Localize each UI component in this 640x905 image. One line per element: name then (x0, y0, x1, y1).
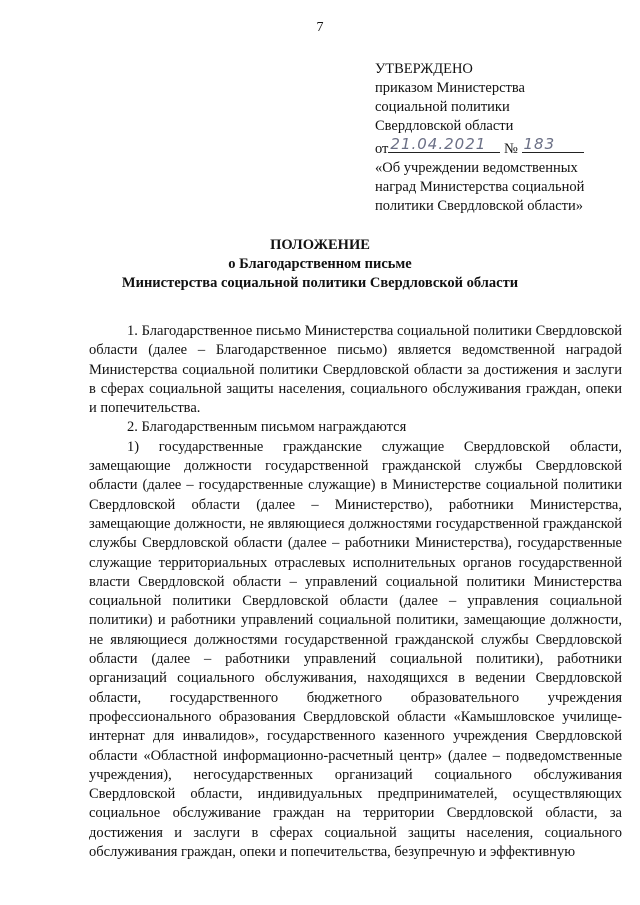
paragraph-3: 1) государственные гражданские служащие Свердловской области, замещающие должности государственной гражданской службы Свердловской области (далее – государственные служащие) в Министерстве социальной политики Свердловской области (далее – Министерство), работники Министерства, замещающие должности, не являющиеся должностями государственной гражданской службы Свердловской области (далее – работники Министерства), государственные служащие территориальных отраслевых исполнительных органов государственной власти Свердловской области – управлений социальной политики Министерства социальной политики Свердловской области (далее – управления социальной политики) и работники управлений социальной политики, замещающие должности, не являющиеся должностями государственной гражданской службы Свердловской области (далее – работники управлений социальной политики), работники организаций социального обслуживания, находящихся в ведении Свердловской области, государственного бюджетного образовательного учреждения профессионального образования Свердловской области «Камышловское училище-интернат для инвалидов», государственного казенного учреждения Свердловской области «Областной информационно-расчетный центр» (далее – подведомственные учреждения), негосударственных организаций социального обслуживания Свердловской области, индивидуальных предпринимателей, осуществляющих социальное обслуживание граждан на территории Свердловской области, за достижения и заслуги в сферах социальной защиты населения, социального обслуживания граждан, опеки и попечительства, безупречную и эффективную (89, 438, 622, 861)
date-prefix: от (375, 141, 389, 157)
approval-line-3: Свердловской области (375, 118, 514, 134)
paragraph-2: 2. Благодарственным письмом награждаются (127, 419, 407, 436)
approval-line-2: социальной политики (375, 99, 510, 115)
body-text (89, 322, 622, 862)
order-title-1: «Об учреждении ведомственных (375, 160, 578, 176)
date-field (388, 136, 500, 153)
approval-block (375, 60, 615, 216)
handwritten-date: 21.04.2021 (390, 135, 487, 153)
handwritten-number: 183 (523, 135, 556, 153)
approval-heading: УТВЕРЖДЕНО (375, 61, 473, 77)
approval-date-line (375, 136, 615, 159)
title-line-1: ПОЛОЖЕНИЕ (270, 237, 370, 253)
document-title (0, 236, 640, 293)
title-line-3: Министерства социальной политики Свердловской области (121, 275, 519, 291)
title-line-2: о Благодарственном письме (228, 256, 412, 272)
order-title-3: политики Свердловской области» (375, 198, 583, 214)
order-title-2: наград Министерства социальной (375, 179, 585, 195)
number-prefix: № (504, 141, 518, 157)
approval-line-1: приказом Министерства (375, 80, 525, 96)
paragraph-1: 1. Благодарственное письмо Министерства социальной политики Свердловской области (далее – Благодарственное письмо) является ведомственной наградой Министерства социальной политики Свердловской области за достижения и заслуги в сферах социальной защиты населения, социального обслуживания граждан, опеки и попечительства. (89, 323, 622, 417)
number-field (522, 136, 584, 153)
page-number: 7 (316, 20, 324, 35)
